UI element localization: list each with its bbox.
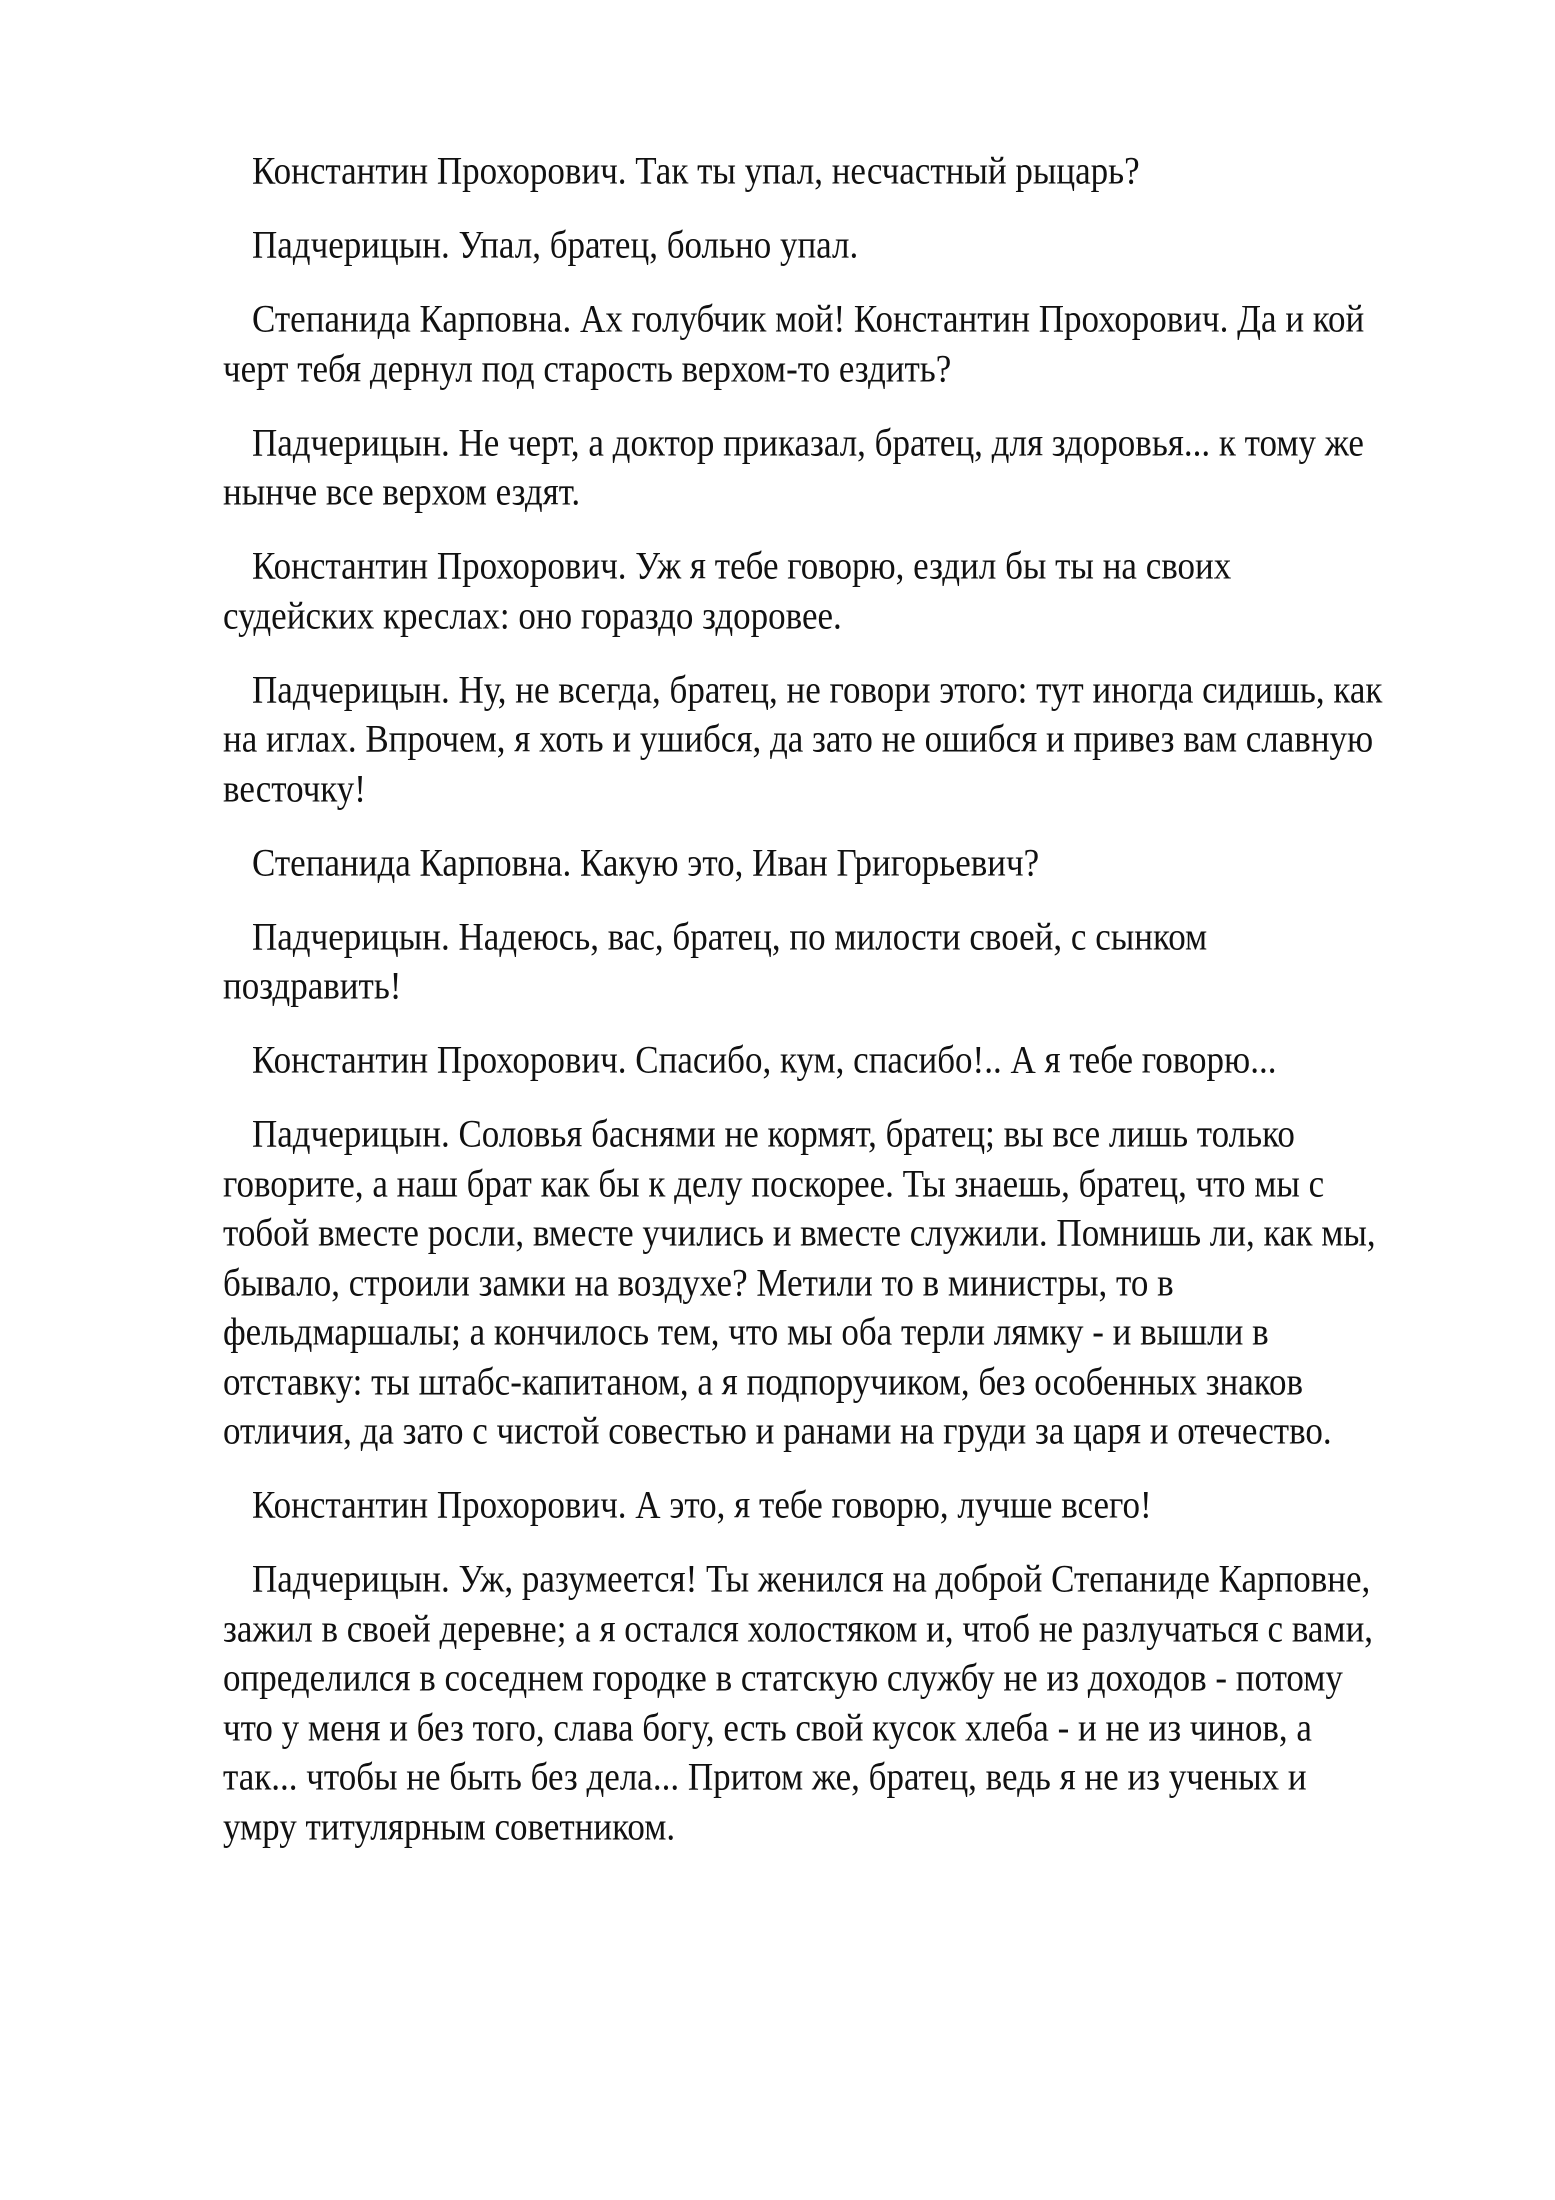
text-line: Константин Прохорович. Так ты упал, несчастный рыцарь? xyxy=(252,148,1140,193)
text-line: на иглах. Впрочем, я хоть и ушибся, да зато не ошибся и привез вам славную xyxy=(223,716,1374,761)
text-line: умру титулярным советником. xyxy=(223,1804,676,1848)
text-line: черт тебя дернул под старость верхом-то ездить? xyxy=(223,346,952,390)
paragraph xyxy=(223,1480,1483,1530)
text-line: зажил в своей деревне; а я остался холостяком и, чтоб не разлучаться с вами, xyxy=(223,1606,1374,1650)
text-line: определился в соседнем городке в статскую службу не из доходов - потому xyxy=(223,1655,1343,1700)
paragraph xyxy=(223,541,1483,640)
text-line: Константин Прохорович. Спасибо, кум, спасибо!.. А я тебе говорю... xyxy=(252,1037,1277,1082)
text-line: тобой вместе росли, вместе учились и вместе служили. Помнишь ли, как мы, xyxy=(223,1210,1376,1255)
paragraph xyxy=(223,146,1483,196)
text-line: Падчерицын. Надеюсь, вас, братец, по милости своей, с сынком xyxy=(252,914,1208,958)
text-line: весточку! xyxy=(223,766,366,810)
text-line: так... чтобы не быть без дела... Притом же, братец, ведь я не из ученых и xyxy=(223,1754,1307,1799)
paragraph xyxy=(223,1035,1483,1085)
paragraph xyxy=(223,418,1483,517)
paragraph xyxy=(223,220,1483,270)
paragraph xyxy=(223,838,1483,888)
text-line: Степанида Карповна. Ах голубчик мой! Константин Прохорович. Да и кой xyxy=(252,296,1365,341)
text-line: Падчерицын. Не черт, а доктор приказал, братец, для здоровья... к тому же xyxy=(252,420,1364,464)
paragraph xyxy=(223,294,1483,393)
paragraph xyxy=(223,1109,1483,1456)
text-line: Степанида Карповна. Какую это, Иван Григорьевич? xyxy=(252,840,1040,884)
text-line: Падчерицын. Ну, не всегда, братец, не говори этого: тут иногда сидишь, как xyxy=(252,667,1383,711)
paragraph xyxy=(223,665,1483,814)
text-line: Падчерицын. Уж, разумеется! Ты женился на доброй Степаниде Карповне, xyxy=(252,1556,1371,1601)
paragraph xyxy=(223,1554,1483,1851)
text-line: Константин Прохорович. Уж я тебе говорю, ездил бы ты на своих xyxy=(252,543,1232,588)
document-page xyxy=(223,146,1483,1876)
text-line: Падчерицын. Соловья баснями не кормят, братец; вы все лишь только xyxy=(252,1111,1295,1156)
text-line: отличия, да зато с чистой совестью и ранами на груди за царя и отечество. xyxy=(223,1408,1332,1453)
text-line: фельдмаршалы; а кончилось тем, что мы оба терли лямку - и вышли в xyxy=(223,1309,1269,1354)
text-line: бывало, строили замки на воздухе? Метили то в министры, то в xyxy=(223,1260,1174,1304)
text-line: что у меня и без того, слава богу, есть свой кусок хлеба - и не из чинов, а xyxy=(223,1705,1312,1749)
text-line: отставку: ты штабс-капитаном, а я подпоручиком, без особенных знаков xyxy=(223,1359,1304,1403)
text-line: Константин Прохорович. А это, я тебе говорю, лучше всего! xyxy=(252,1482,1152,1527)
text-line: говорите, а наш брат как бы к делу поскорее. Ты знаешь, братец, что мы с xyxy=(223,1161,1325,1205)
text-line: поздравить! xyxy=(223,963,402,1008)
paragraph xyxy=(223,912,1483,1011)
text-line: нынче все верхом ездят. xyxy=(223,469,581,514)
text-line: судейских креслах: оно гораздо здоровее. xyxy=(223,593,842,637)
text-line: Падчерицын. Упал, братец, больно упал. xyxy=(252,222,859,267)
